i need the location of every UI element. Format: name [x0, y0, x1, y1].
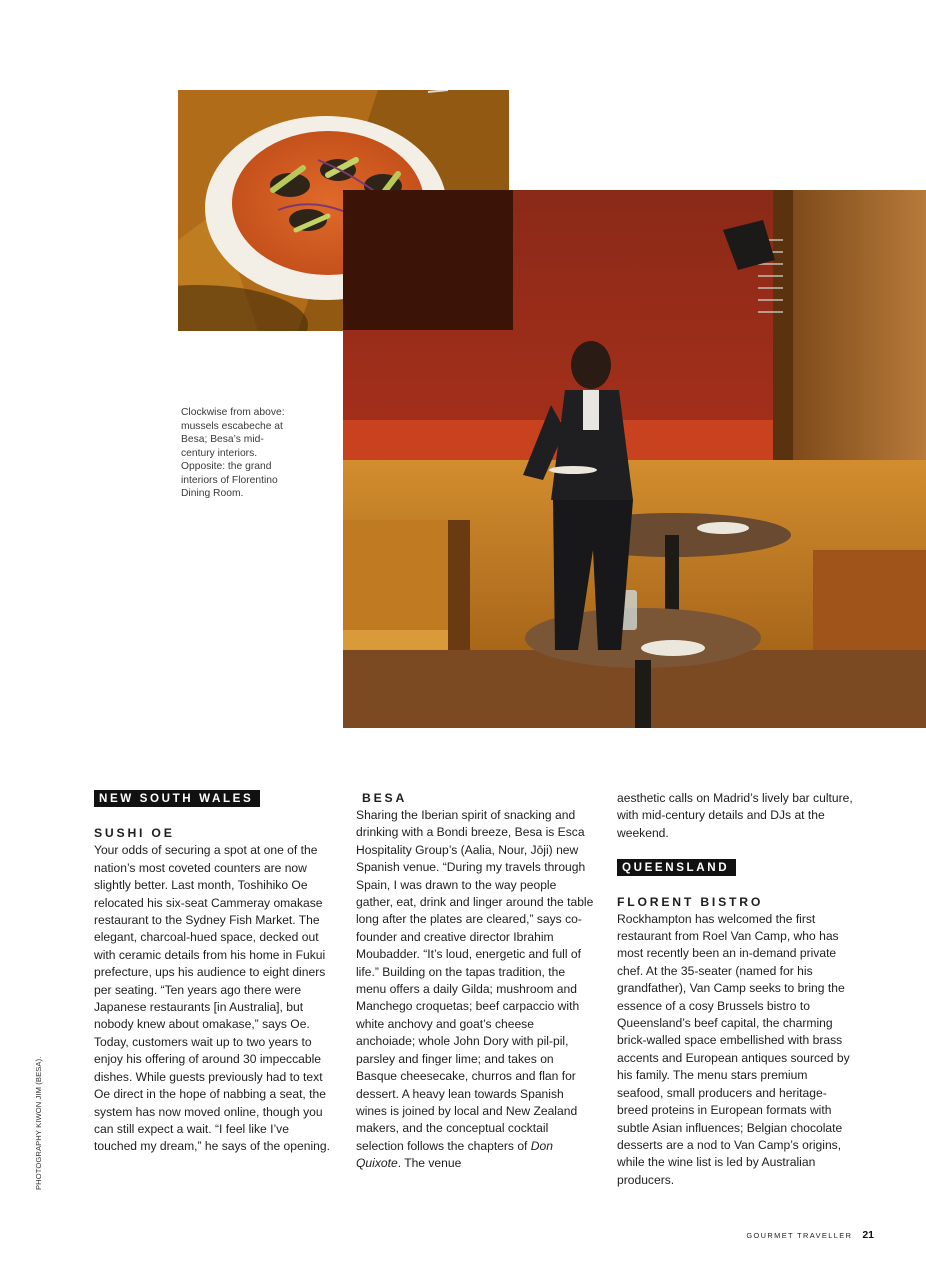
besa-body-text: Sharing the Iberian spirit of snacking and drinking with a Bondi breeze, Besa is Esca Hospitality Group’s (Aalia, Nour, Jōji) new Spanish venue. “During my travels through Spain, I was drawn to the way people gather, eat, drink and linger around the table long after the plates are cleared,” says co-founder and creative director Ibrahim Moubadder. “It’s loud, energetic and full of life.” Building on the tapas tradition, the menu offers a daily Gilda; mushroom and Manchego croquetas; beef carpaccio with white anchovy and goat’s cheese anchoiade; whole John Dory with pil-pil, parsley and finger lime; and takes on Basque cheesecake, churros and flan for dessert. A heavy lean towards Spanish wines is joined by local and New Zealand makers, and the conceptual cocktail selection follows the chapters of [356, 808, 594, 1153]
besa-body-continuation: aesthetic calls on Madrid’s lively bar culture, with mid-century details and DJs at the weekend. [617, 791, 853, 840]
article-column-1 [94, 790, 334, 1156]
venue-body-sushi-oe: Your odds of securing a spot at one of the nation’s most coveted counters are now slightly better. Last month, Toshihiko Oe relocated his six-seat Cammeray omakase restaurant to the Sydney Fish Market. The elegant, charcoal-hued space, decked out with ceramic details from his home in Fukui prefecture, ups his audience to eight diners per seating. “Ten years ago there were Japanese restaurants [in Australia], but nobody knew about omakase,” says Oe. Today, customers wait up to two years to enjoy his offering of around 30 impeccable dishes. While guests previously had to text Oe direct in the hope of nabbing a seat, the system has now moved online, though you can still expect a wait. “I feel like I’ve touched my dream,” he says of the opening. [94, 843, 330, 1154]
article-column-3 [617, 790, 857, 1189]
article-column-2 [356, 790, 596, 1173]
page-number: 21 [862, 1229, 874, 1241]
photo-credit: PHOTOGRAPHY KIWON JIM (BESA). [34, 1056, 43, 1190]
besa-body-text-end: . The venue [397, 1156, 462, 1171]
region-tag-new-south-wales: NEW SOUTH WALES [94, 790, 260, 807]
venue-heading-florent-bistro: FLORENT BISTRO [617, 894, 764, 909]
region-tag-queensland: QUEENSLAND [617, 859, 736, 876]
venue-heading-besa: BESA [362, 791, 408, 805]
venue-body-florent-bistro: Rockhampton has welcomed the first restaurant from Roel Van Camp, who has most recently been an in-demand private chef. At the 35-seater (named for his grandfather), Van Camp seeks to bring the essence of a cosy Brussels bistro to Queensland’s beef capital, the charming brick-walled space embellished with brass accents and European antiques sourced by his family. The menu stars premium seafood, small producers and heritage-breed proteins in European formats with subtle Asian influences; Belgian chocolate desserts are a nod to Van Camp’s origins, while the wine list is led by Australian producers. [617, 911, 850, 1187]
page-folio [746, 1229, 874, 1241]
venue-heading-sushi-oe: SUSHI OE [94, 826, 175, 841]
besa-body-book-title: Don Quixote [356, 1138, 553, 1171]
magazine-name: GOURMET TRAVELLER [746, 1231, 853, 1240]
photo-caption: Clockwise from above: mussels escabeche at Besa; Besa’s mid-century interiors. Opposite: the grand interiors of Florentino Dining Room. [181, 407, 285, 499]
photo-besa-interior [343, 190, 926, 728]
venue-body-besa [356, 807, 596, 1173]
